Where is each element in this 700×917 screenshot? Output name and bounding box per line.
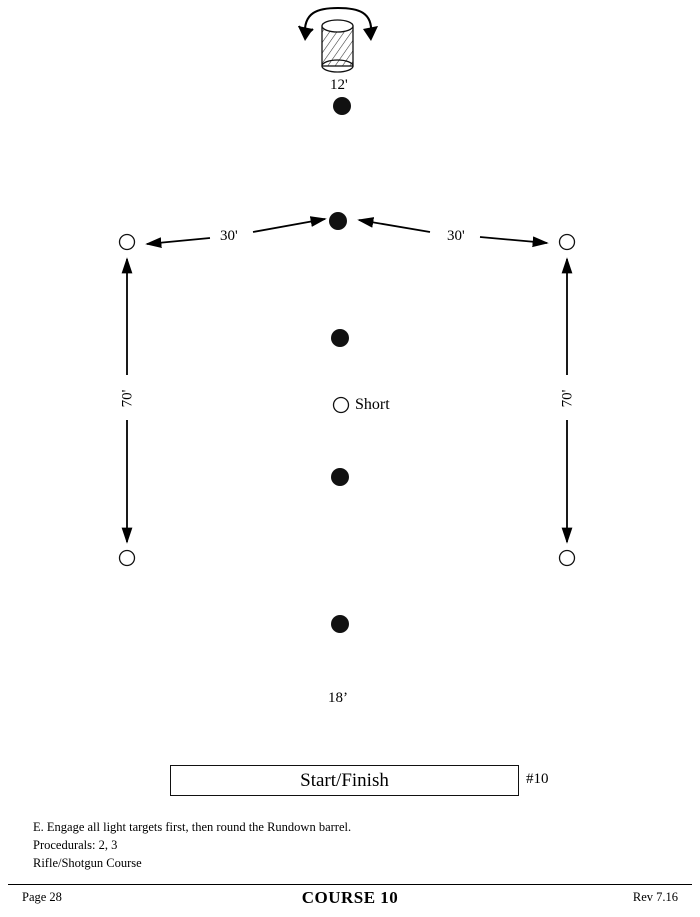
- label-short-target: Short: [355, 396, 390, 413]
- label-dim-bottom-18: 18’: [328, 690, 348, 706]
- footer-revision: Rev 7.16: [632, 890, 678, 904]
- barrel-icon: [322, 20, 353, 72]
- label-dim-right-70: 70': [559, 389, 576, 408]
- target-filled: [333, 97, 351, 115]
- course-notes: [33, 818, 351, 872]
- start-finish-label: Start/Finish: [300, 769, 389, 791]
- target-filled: [331, 329, 349, 347]
- footer-page-number: Page 28: [22, 890, 62, 904]
- target-open-short: [334, 398, 349, 413]
- label-dim-right-30: 30': [447, 228, 465, 244]
- target-filled: [331, 615, 349, 633]
- notes-line-1: E. Engage all light targets first, then round the Rundown barrel.: [33, 820, 352, 834]
- notes-line-2: Procedurals: 2, 3: [33, 838, 118, 852]
- label-dim-left-70: 70': [119, 389, 136, 408]
- target-open: [560, 235, 575, 250]
- target-open: [120, 235, 135, 250]
- start-finish-box: [170, 765, 519, 796]
- target-open: [120, 551, 135, 566]
- label-barrel-distance: 12': [330, 77, 348, 93]
- footer-divider: [8, 884, 692, 885]
- label-dim-left-30: 30': [220, 228, 238, 244]
- notes-line-3: Rifle/Shotgun Course: [33, 856, 142, 870]
- target-filled: [329, 212, 347, 230]
- course-number-label: #10: [526, 771, 549, 787]
- target-filled: [331, 468, 349, 486]
- footer-course-title: COURSE 10: [301, 888, 399, 907]
- target-open: [560, 551, 575, 566]
